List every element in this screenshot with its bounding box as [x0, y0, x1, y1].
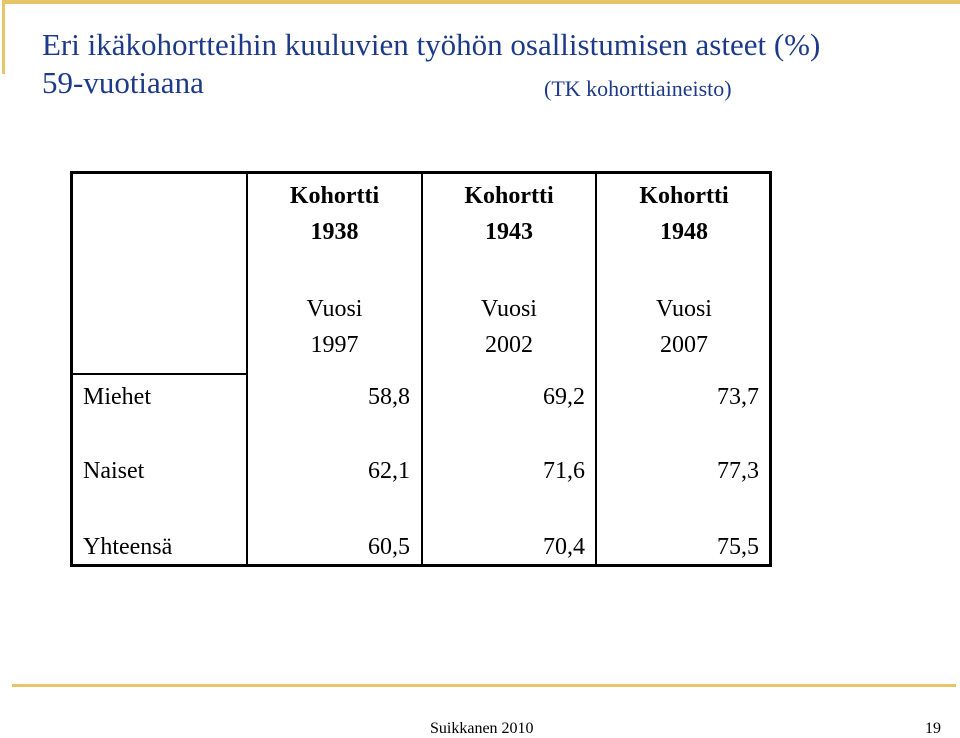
table-cell: 69,2: [543, 384, 585, 410]
column-header-cohort: Kohortti 1938: [289, 183, 380, 245]
table-divider: [73, 373, 246, 375]
table-cell: 71,6: [543, 458, 585, 484]
footer-author: Suikkanen 2010: [430, 720, 534, 737]
table-cell: 60,5: [368, 534, 410, 560]
row-label-men: Miehet: [83, 384, 151, 410]
title-line-1: Eri ikäkohortteihin kuuluvien työhön osallistumisen asteet (%): [42, 27, 821, 62]
page-number: 19: [925, 720, 941, 737]
table-cell: 58,8: [368, 384, 410, 410]
table-cell: 62,1: [368, 458, 410, 484]
row-label-women: Naiset: [83, 458, 145, 484]
title-line-2: 59-vuotiaana: [42, 65, 204, 100]
row-label-total: Yhteensä: [83, 534, 173, 560]
column-header-cohort: Kohortti 1948: [639, 183, 729, 245]
column-header-year: Vuosi 2002: [481, 296, 537, 358]
footer-accent-line: [12, 684, 956, 687]
left-accent-line: [2, 0, 5, 74]
column-header-cohort: Kohortti 1943: [464, 183, 554, 245]
table-cell: 77,3: [717, 458, 759, 484]
column-header-year: Vuosi 2007: [656, 296, 712, 358]
table-cell: 73,7: [717, 384, 759, 410]
title-source: (TK kohorttiaineisto): [544, 76, 732, 101]
column-header-year: Vuosi 1997: [306, 296, 363, 358]
table-cell: 75,5: [717, 534, 759, 560]
participation-table: [70, 171, 772, 567]
top-accent-line: [4, 0, 960, 4]
slide-title: [42, 26, 942, 102]
table-cell: 70,4: [543, 534, 585, 560]
